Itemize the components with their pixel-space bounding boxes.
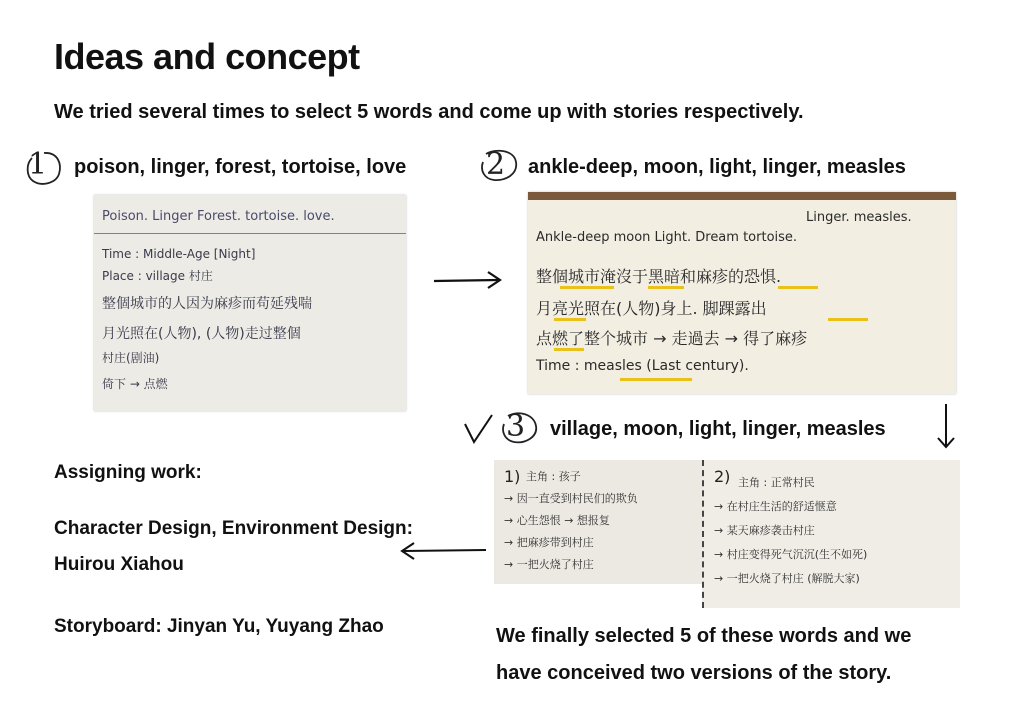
note-2-edge	[528, 192, 956, 200]
handwritten-note-2	[528, 192, 956, 394]
card-1-line: 主角 : 孩子	[526, 470, 581, 483]
svg-text:1): 1)	[504, 467, 521, 486]
highlight-mark	[620, 378, 692, 381]
left-arrow-icon	[398, 538, 490, 562]
card-2-line: 主角 : 正常村民	[738, 476, 815, 489]
set-1-circle-icon	[24, 150, 64, 188]
highlight-mark	[648, 286, 684, 289]
set-3-words: village, moon, light, linger, measles	[550, 418, 886, 440]
highlight-mark	[560, 286, 614, 289]
card-2-line: → 某天麻疹袭击村庄	[714, 524, 815, 537]
note-1-line: 月光照在(人物), (人物)走过整個	[102, 326, 301, 342]
checkmark-icon	[462, 412, 496, 446]
note-2-line: Time : measles (Last century).	[536, 358, 749, 374]
card-1-line: → 因一直受到村民们的欺负	[504, 492, 638, 505]
card-1-line: → 心生怨恨 → 想报复	[504, 514, 610, 527]
note-2-line: 月亮光照在(人物)身上. 脚踝露出	[536, 299, 767, 318]
note-2-line: 点燃了整个城市 → 走過去 → 得了麻疹	[536, 329, 808, 348]
note-2-line: 整個城市淹沒于黑暗和麻疹的恐惧.	[536, 267, 782, 286]
set-2-words: ankle-deep, moon, light, linger, measles	[528, 156, 906, 178]
card-1-line: → 一把火烧了村庄	[504, 558, 594, 571]
note-2-header: Ankle-deep moon Light. Dream tortoise.	[536, 230, 798, 245]
set-3-number: 3	[506, 409, 526, 444]
card-2-line: → 一把火烧了村庄 (解脱大家)	[714, 572, 860, 585]
conclusion-line-1: We finally selected 5 of these words and we	[496, 625, 912, 647]
note-2-top: Linger. measles.	[806, 210, 912, 225]
note-1-line: 村庄(剧油)	[102, 351, 160, 365]
design-role: Character Design, Environment Design:	[54, 518, 413, 539]
page-title: Ideas and concept	[54, 36, 360, 77]
svg-text:2): 2)	[714, 467, 731, 486]
intro-text: We tried several times to select 5 words and come up with stories respectively.	[54, 101, 804, 123]
card-2-line: → 村庄变得死气沉沉(生不如死)	[714, 548, 868, 561]
note-1-line: Time : Middle-Age [Night]	[102, 247, 256, 261]
highlight-mark	[554, 318, 586, 321]
note-1-rule	[94, 233, 406, 234]
set-2-number: 2	[486, 147, 506, 182]
story-version-2-card	[702, 460, 960, 608]
down-arrow-icon	[934, 402, 958, 450]
highlight-mark	[828, 318, 868, 321]
right-arrow-icon	[432, 268, 504, 292]
set-3-circle-icon	[498, 410, 540, 446]
set-1-number: 1	[28, 147, 48, 182]
storyboard-credit: Storyboard: Jinyan Yu, Yuyang Zhao	[54, 616, 384, 637]
note-1-line: 倚下 → 点燃	[102, 377, 168, 391]
story-version-1-card	[494, 460, 702, 584]
card-2-line: → 在村庄生活的舒适惬意	[714, 500, 837, 513]
note-1-line: Place : village 村庄	[102, 269, 213, 283]
assigning-heading: Assigning work:	[54, 462, 202, 483]
note-1-line: 整個城市的人因为麻疹而苟延残喘	[102, 296, 312, 312]
design-name: Huirou Xiahou	[54, 554, 184, 575]
card-1-line: → 把麻疹带到村庄	[504, 536, 594, 549]
note-1-header: Poison. Linger Forest. tortoise. love.	[102, 209, 335, 224]
set-1-words: poison, linger, forest, tortoise, love	[74, 156, 407, 178]
set-2-circle-icon	[478, 148, 520, 184]
highlight-mark	[778, 286, 818, 289]
handwritten-note-1	[94, 195, 406, 411]
highlight-mark	[554, 348, 584, 351]
conclusion-line-2: have conceived two versions of the story.	[496, 662, 892, 684]
